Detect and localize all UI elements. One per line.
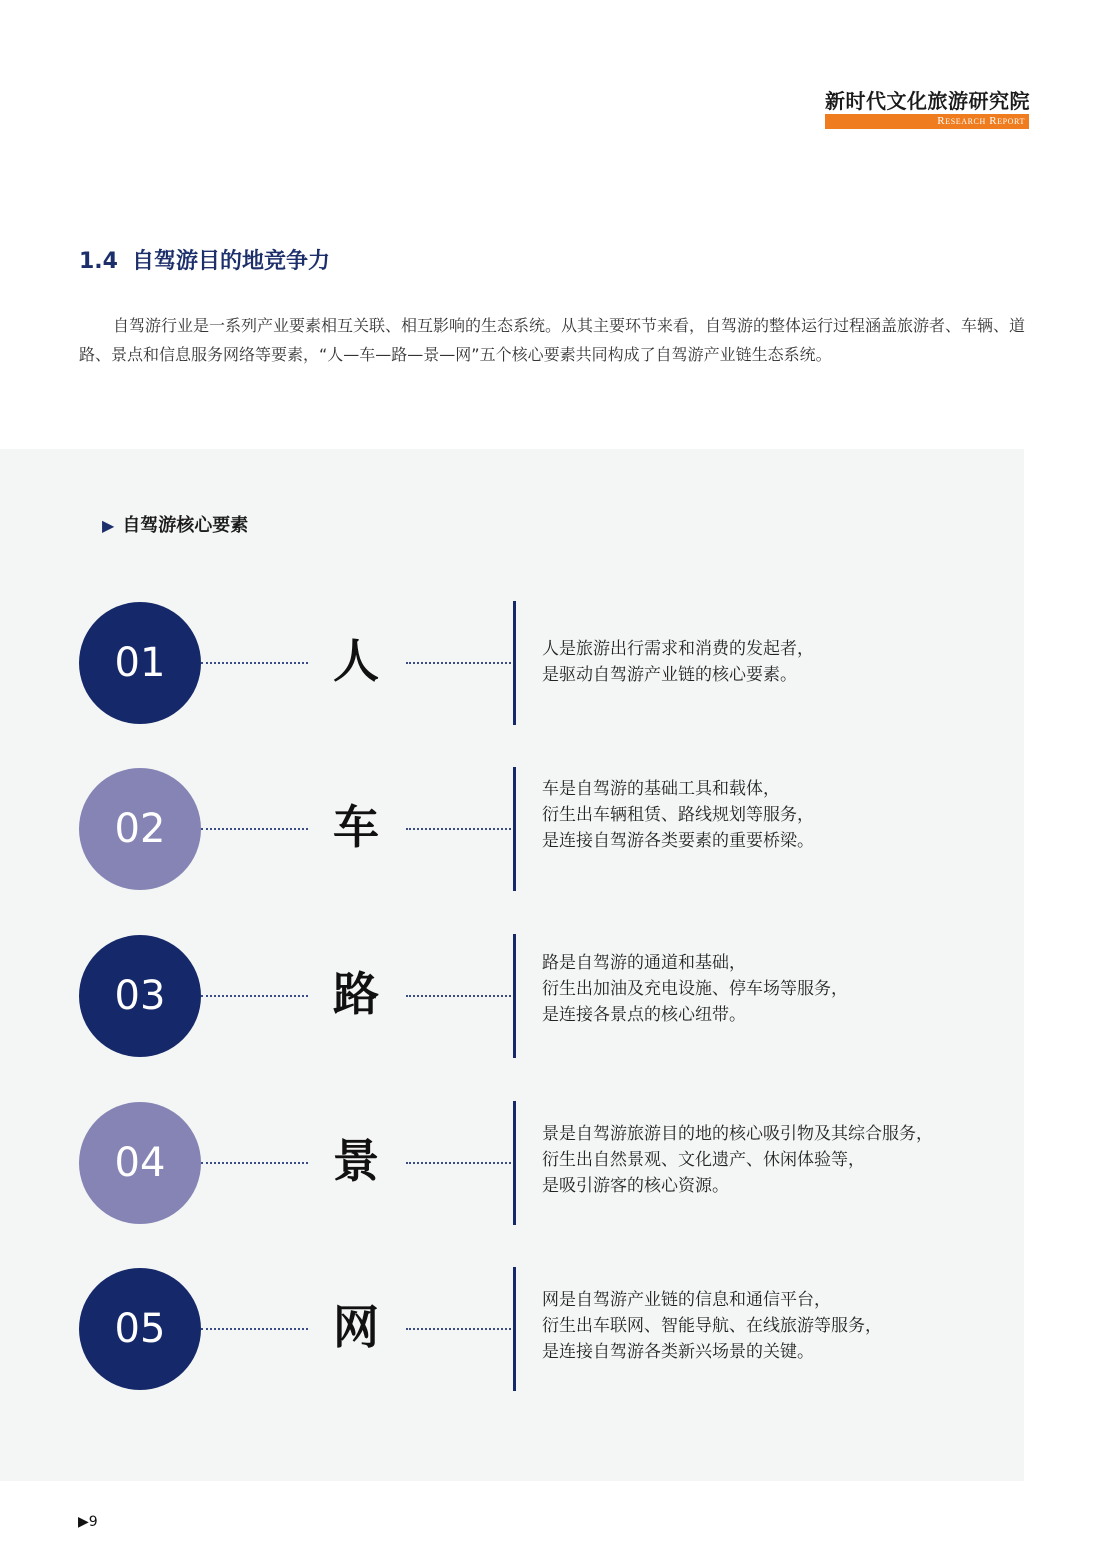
description-line: 衍生出加油及充电设施、停车场等服务， (542, 979, 848, 999)
section-number: 1.4 (79, 249, 118, 274)
element-description (542, 1121, 1002, 1199)
divider-line (513, 1101, 516, 1225)
description-line: 是吸引游客的核心资源。 (542, 1176, 729, 1196)
element-number-circle: 01 (79, 602, 201, 724)
page-number-text: 9 (88, 1514, 98, 1530)
description-line: 网是自驾游产业链的信息和通信平台， (542, 1290, 831, 1310)
divider-line (513, 767, 516, 891)
description-line: 是连接各景点的核心纽带。 (542, 1005, 746, 1025)
dotted-connector (201, 1328, 308, 1330)
panel-heading (102, 511, 248, 537)
header-brand (825, 88, 1029, 129)
element-character: 人 (333, 634, 379, 688)
divider-line (513, 934, 516, 1058)
element-character: 路 (333, 967, 379, 1021)
element-number-circle: 05 (79, 1268, 201, 1390)
description-line: 人是旅游出行需求和消费的发起者， (542, 639, 814, 659)
page-number (78, 1514, 98, 1530)
dotted-connector (201, 995, 308, 997)
dotted-connector (406, 995, 511, 997)
triangle-right-icon: ▶ (78, 1514, 89, 1530)
element-row (0, 1101, 1024, 1225)
description-line: 是连接自驾游各类新兴场景的关键。 (542, 1342, 814, 1362)
dotted-connector (406, 1328, 511, 1330)
description-line: 衍生出自然景观、文化遗产、休闲体验等， (542, 1150, 865, 1170)
research-report-label: Research Report (825, 114, 1029, 129)
dotted-connector (201, 1162, 308, 1164)
element-number-circle: 02 (79, 768, 201, 890)
element-character: 景 (333, 1134, 379, 1188)
core-elements-panel (0, 449, 1024, 1481)
element-description (542, 950, 1002, 1028)
description-line: 是连接自驾游各类要素的重要桥梁。 (542, 831, 814, 851)
element-row (0, 934, 1024, 1058)
description-line: 景是自驾游旅游目的地的核心吸引物及其综合服务， (542, 1124, 933, 1144)
element-row (0, 601, 1024, 725)
divider-line (513, 601, 516, 725)
element-number-circle: 03 (79, 935, 201, 1057)
description-line: 衍生出车辆租赁、路线规划等服务， (542, 805, 814, 825)
element-row (0, 767, 1024, 891)
dotted-connector (406, 662, 511, 664)
dotted-connector (201, 828, 308, 830)
element-description (542, 776, 1002, 854)
divider-line (513, 1267, 516, 1391)
description-line: 是驱动自驾游产业链的核心要素。 (542, 665, 797, 685)
element-description (542, 1287, 1002, 1365)
dotted-connector (201, 662, 308, 664)
element-row (0, 1267, 1024, 1391)
org-name: 新时代文化旅游研究院 (825, 89, 1030, 113)
panel-heading-text: 自驾游核心要素 (122, 515, 249, 536)
element-character: 网 (333, 1300, 379, 1354)
element-character: 车 (333, 800, 379, 854)
section-title-text: 自驾游目的地竞争力 (131, 249, 330, 274)
section-title (79, 244, 330, 275)
description-line: 衍生出车联网、智能导航、在线旅游等服务， (542, 1316, 882, 1336)
element-description (542, 636, 1002, 688)
element-number-circle: 04 (79, 1102, 201, 1224)
dotted-connector (406, 1162, 511, 1164)
dotted-connector (406, 828, 511, 830)
intro-paragraph: 自驾游行业是一系列产业要素相互关联、相互影响的生态系统。从其主要环节来看，自驾游的整体运行过程涵盖旅游者、车辆、道路、景点和信息服务网络等要素，“人—车—路—景—网”五个核心要素共同构成了自驾游产业链生态系统。 (79, 316, 1026, 364)
triangle-right-icon: ▶ (102, 516, 115, 535)
description-line: 路是自驾游的通道和基础， (542, 953, 746, 973)
description-line: 车是自驾游的基础工具和载体， (542, 779, 780, 799)
